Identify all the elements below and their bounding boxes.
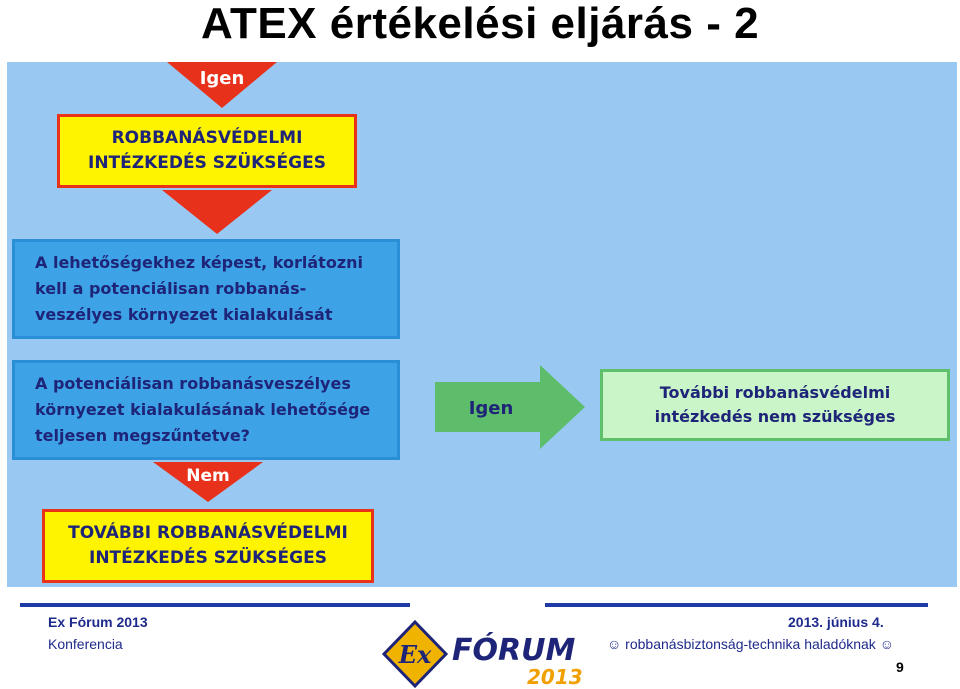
footer-date: 2013. június 4. xyxy=(788,614,884,630)
arrow-box1-to-box2 xyxy=(162,190,272,236)
green-line-1: További robbanásvédelmi xyxy=(659,383,891,402)
box2-line-2: kell a potenciálisan robbanás- xyxy=(35,279,307,298)
page-number: 9 xyxy=(896,659,904,675)
right-arrow-yes xyxy=(435,365,587,449)
box-further-protection-needed xyxy=(42,509,374,583)
logo-text: FÓRUM xyxy=(452,633,576,668)
box2-line-3: veszélyes környezet kialakulását xyxy=(35,305,333,324)
box-limit-environment xyxy=(12,239,400,339)
box3-line-3: teljesen megszűntetve? xyxy=(35,426,250,445)
footer-rule-right xyxy=(545,603,928,607)
box3-line-2: környezet kialakulásának lehetősége xyxy=(35,400,371,419)
green-line-2: intézkedés nem szükséges xyxy=(654,407,896,426)
logo-year: 2013 xyxy=(527,665,583,689)
footer-rule-left xyxy=(20,603,410,607)
top-arrow-label: Igen xyxy=(199,68,245,89)
footer-event-subtitle: Konferencia xyxy=(48,636,123,652)
box-no-further-action xyxy=(600,369,950,441)
box-protection-needed xyxy=(57,114,357,188)
exforum-logo xyxy=(382,620,592,688)
slide-title: ATEX értékelési eljárás - 2 xyxy=(200,0,760,48)
flowchart-canvas xyxy=(7,62,957,587)
svg-text:Ex: Ex xyxy=(398,640,432,669)
box4-line-2: INTÉZKEDÉS SZÜKSÉGES xyxy=(89,548,327,568)
footer-tagline: ☺ robbanásbiztonság-technika haladóknak ☺ xyxy=(607,636,894,652)
box2-line-1: A lehetőségekhez képest, korlátozni xyxy=(35,253,364,272)
footer-event-title: Ex Fórum 2013 xyxy=(48,614,148,630)
right-arrow-label: Igen xyxy=(468,398,514,419)
box1-line-1: ROBBANÁSVÉDELMI xyxy=(111,128,303,148)
bottom-arrow-label: Nem xyxy=(186,466,230,486)
box3-line-1: A potenciálisan robbanásveszélyes xyxy=(35,374,351,393)
bottom-down-arrow xyxy=(153,462,263,504)
box-question-eliminated xyxy=(12,360,400,460)
box1-line-2: INTÉZKEDÉS SZÜKSÉGES xyxy=(88,153,326,173)
box4-line-1: TOVÁBBI ROBBANÁSVÉDELMI xyxy=(68,523,348,543)
top-down-arrow xyxy=(167,62,277,110)
